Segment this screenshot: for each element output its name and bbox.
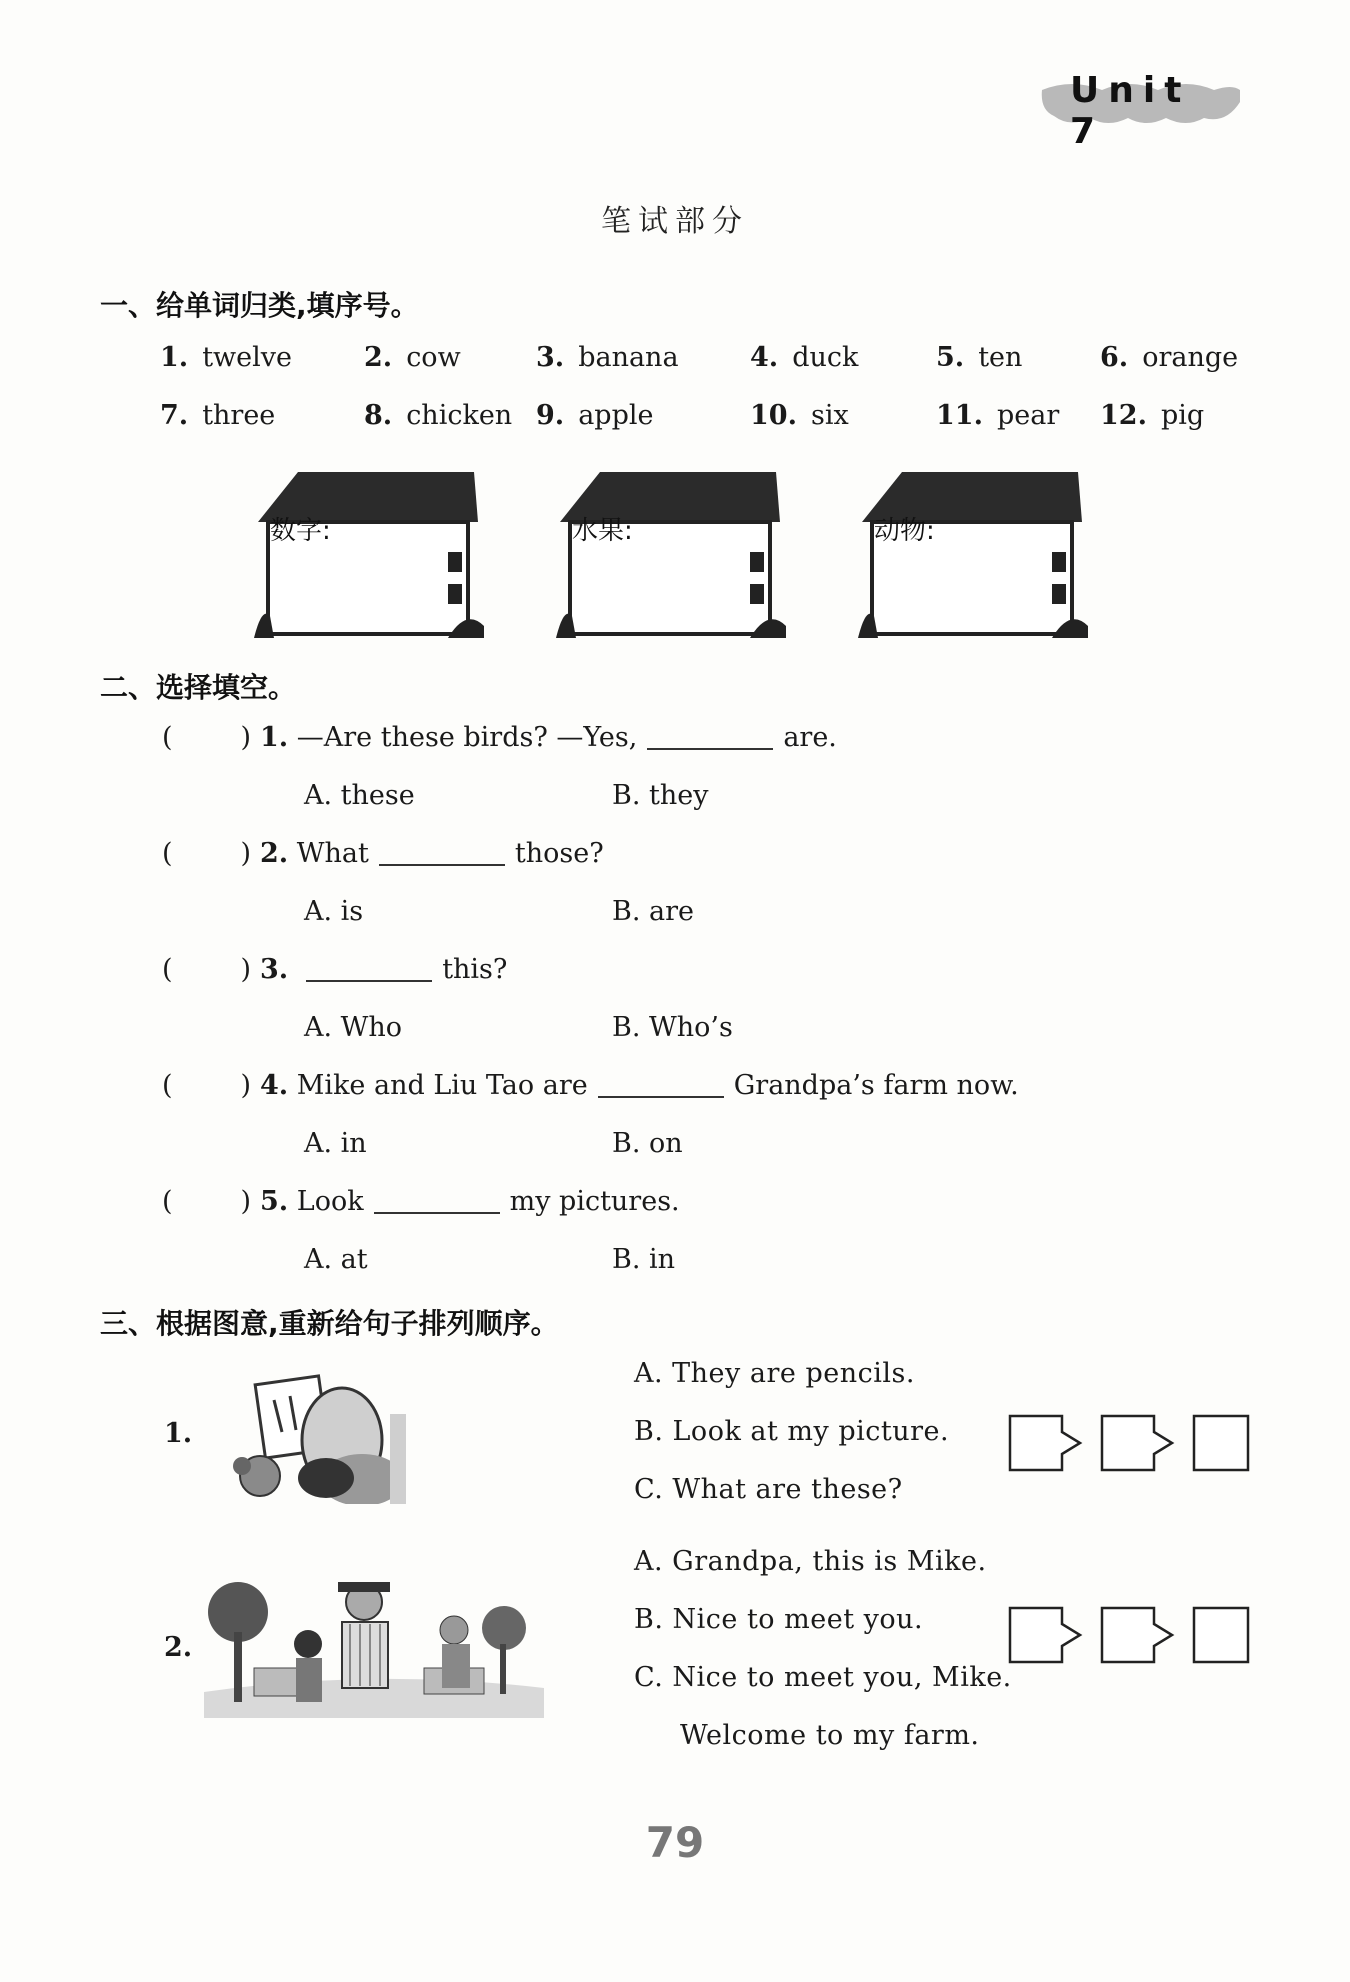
answer-paren[interactable]: ( ) bbox=[162, 838, 252, 869]
answer-paren[interactable]: ( ) bbox=[162, 1070, 252, 1101]
word-item: 1. twelve bbox=[160, 342, 292, 373]
house-label: 水果: bbox=[572, 516, 633, 546]
question-3: 3. this? bbox=[260, 954, 508, 985]
sentence-a: A. They are pencils. bbox=[634, 1358, 915, 1389]
word-item: 9. apple bbox=[536, 400, 654, 431]
page-number: 79 bbox=[645, 1818, 705, 1867]
answer-blank[interactable] bbox=[374, 1212, 500, 1214]
sentence-b: B. Nice to meet you. bbox=[634, 1604, 924, 1635]
word-item: 2. cow bbox=[364, 342, 461, 373]
answer-paren[interactable]: ( ) bbox=[162, 722, 252, 753]
question-1: 1. —Are these birds? —Yes, are. bbox=[260, 722, 837, 753]
option-a: A. is bbox=[304, 896, 364, 927]
part2-heading: 二、选择填空。 bbox=[100, 671, 297, 704]
option-b: B. Who’s bbox=[612, 1012, 733, 1043]
word-item: 11. pear bbox=[936, 400, 1060, 431]
answer-blank[interactable] bbox=[647, 748, 773, 750]
item-number: 1. bbox=[164, 1418, 193, 1449]
option-a: A. in bbox=[304, 1128, 367, 1159]
word-item: 8. chicken bbox=[364, 400, 513, 431]
answer-blank[interactable] bbox=[306, 980, 432, 982]
sentence-a: A. Grandpa, this is Mike. bbox=[634, 1546, 987, 1577]
option-a: A. these bbox=[304, 780, 415, 811]
answer-paren[interactable]: ( ) bbox=[162, 954, 252, 985]
sentence-b: B. Look at my picture. bbox=[634, 1416, 950, 1447]
question-2: 2. What those? bbox=[260, 838, 604, 869]
option-a: A. Who bbox=[304, 1012, 403, 1043]
house-numbers bbox=[252, 466, 484, 642]
option-b: B. in bbox=[612, 1244, 676, 1275]
question-5: 5. Look my pictures. bbox=[260, 1186, 680, 1217]
illustration-picture bbox=[230, 1374, 406, 1504]
house-animals bbox=[856, 466, 1088, 642]
unit-badge bbox=[1036, 70, 1242, 152]
answer-blank[interactable] bbox=[379, 864, 505, 866]
sentence-c: C. Nice to meet you, Mike. bbox=[634, 1662, 1012, 1693]
word-item: 4. duck bbox=[750, 342, 859, 373]
part1-heading: 一、给单词归类,填序号。 bbox=[100, 289, 419, 322]
sentence-c-cont: Welcome to my farm. bbox=[680, 1720, 980, 1751]
unit-title: Unit 7 bbox=[1070, 70, 1191, 152]
word-item: 7. three bbox=[160, 400, 276, 431]
order-boxes[interactable] bbox=[1008, 1414, 1252, 1472]
option-a: A. at bbox=[304, 1244, 368, 1275]
question-4: 4. Mike and Liu Tao are Grandpa’s farm now. bbox=[260, 1070, 1019, 1101]
option-b: B. are bbox=[612, 896, 694, 927]
item-number: 2. bbox=[164, 1632, 193, 1663]
answer-paren[interactable]: ( ) bbox=[162, 1186, 252, 1217]
house-drawing bbox=[856, 466, 1088, 642]
option-b: B. they bbox=[612, 780, 709, 811]
option-b: B. on bbox=[612, 1128, 683, 1159]
house-drawing bbox=[252, 466, 484, 642]
word-item: 6. orange bbox=[1100, 342, 1239, 373]
answer-blank[interactable] bbox=[598, 1096, 724, 1098]
section-title: 笔试部分 bbox=[601, 204, 749, 239]
word-item: 5. ten bbox=[936, 342, 1023, 373]
order-boxes[interactable] bbox=[1008, 1606, 1252, 1664]
house-label: 数字: bbox=[270, 516, 331, 546]
word-item: 10. six bbox=[750, 400, 849, 431]
house-label: 动物: bbox=[874, 516, 935, 546]
house-fruits bbox=[554, 466, 786, 642]
illustration-farm bbox=[204, 1572, 544, 1718]
house-drawing bbox=[554, 466, 786, 642]
word-item: 3. banana bbox=[536, 342, 679, 373]
sentence-c: C. What are these? bbox=[634, 1474, 903, 1505]
word-item: 12. pig bbox=[1100, 400, 1205, 431]
part3-heading: 三、根据图意,重新给句子排列顺序。 bbox=[100, 1307, 559, 1340]
